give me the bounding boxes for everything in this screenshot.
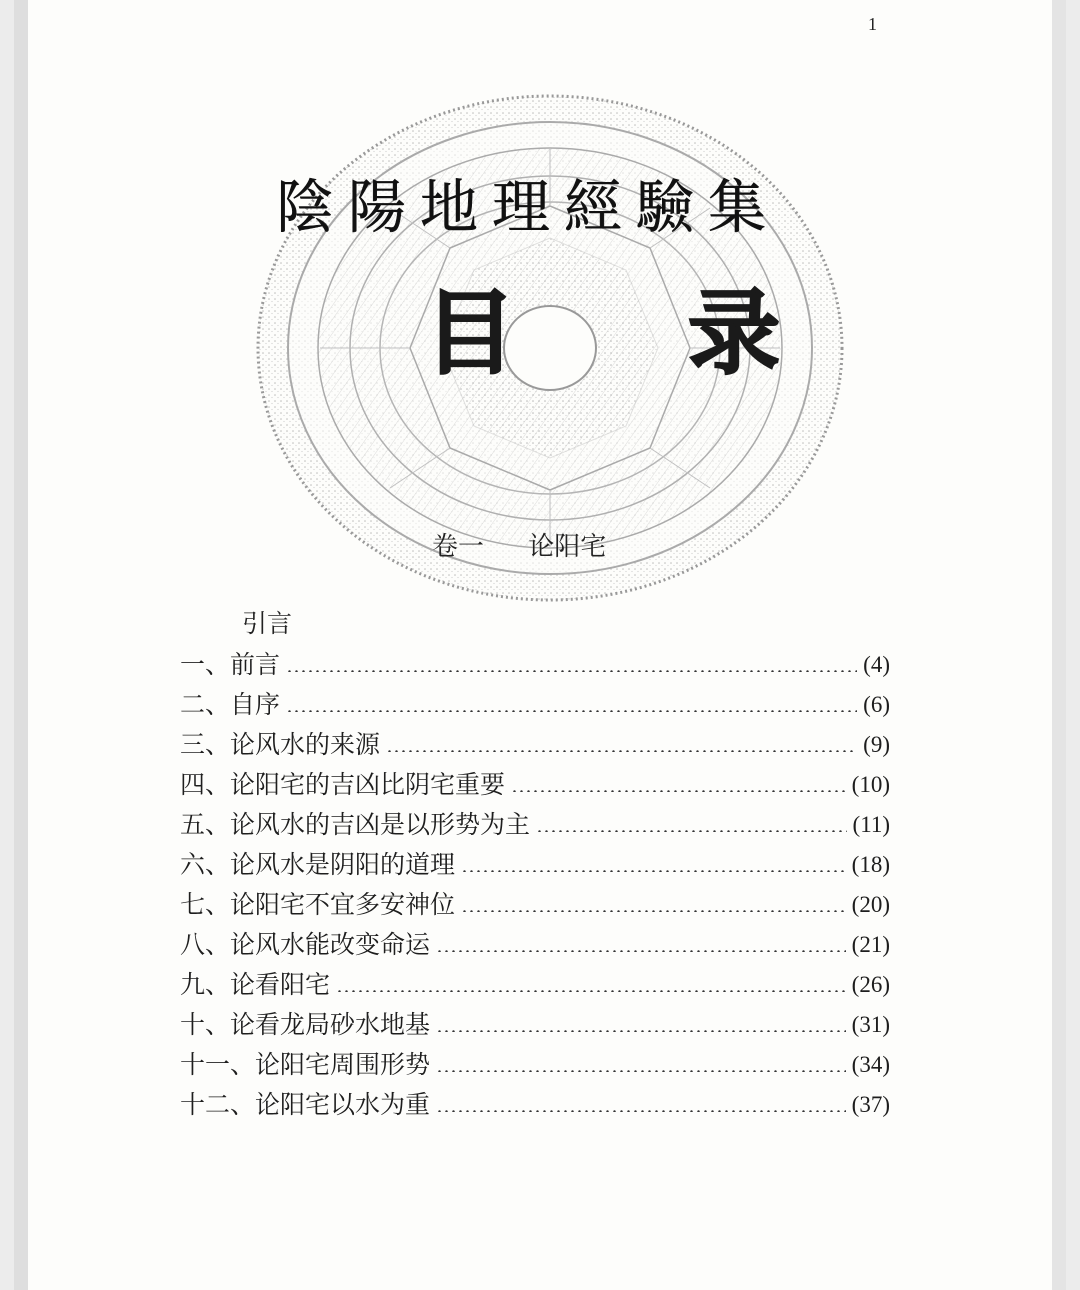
toc-entry[interactable] — [180, 680, 890, 720]
volume-number: 卷一 — [432, 532, 485, 562]
toc-entry-page: (20) — [851, 892, 890, 917]
toc-leader-dots — [436, 1110, 846, 1112]
toc-leader-dots — [436, 1070, 846, 1072]
toc-entry-title: 九、论看阳宅 — [180, 970, 331, 999]
page-number: 1 — [868, 14, 877, 34]
toc-entry[interactable] — [180, 880, 890, 920]
toc-leader-dots — [461, 870, 846, 872]
toc-leader-dots — [386, 750, 857, 752]
toc-entry[interactable] — [180, 840, 890, 880]
document-page — [14, 0, 1066, 1290]
volume-name: 论阳宅 — [528, 532, 607, 562]
toc-entry[interactable] — [180, 960, 890, 1000]
toc-entry-title: 七、论阳宅不宜多安神位 — [180, 890, 456, 919]
toc-entry-title: 十一、论阳宅周围形势 — [180, 1050, 431, 1079]
toc-leader-dots — [286, 710, 857, 712]
toc-entry[interactable] — [180, 1000, 890, 1040]
toc-entry-title: 十二、论阳宅以水为重 — [180, 1090, 431, 1119]
toc-entry-page: (34) — [851, 1052, 890, 1077]
toc-entry-page: (18) — [851, 852, 890, 877]
toc-entry[interactable] — [180, 1040, 890, 1080]
toc-entry-title: 八、论风水能改变命运 — [180, 930, 431, 959]
toc-entry-page: (37) — [851, 1092, 890, 1117]
toc-entry[interactable] — [180, 800, 890, 840]
toc-entry-page: (6) — [863, 692, 890, 717]
scan-right-edge — [1052, 0, 1066, 1290]
toc-entry[interactable] — [180, 640, 890, 680]
toc-entry-title: 五、论风水的吉凶是以形势为主 — [180, 810, 531, 839]
volume-label — [432, 526, 606, 563]
scan-left-edge — [14, 0, 28, 1290]
toc-entry-title: 二、自序 — [180, 690, 281, 719]
toc-entry-title: 十、论看龙局砂水地基 — [180, 1010, 431, 1039]
toc-entry[interactable] — [180, 1080, 890, 1120]
toc-entry-title: 三、论风水的来源 — [180, 730, 381, 759]
toc-entry-page: (26) — [851, 972, 890, 997]
toc-entry-title: 一、前言 — [180, 650, 281, 679]
toc-leader-dots — [536, 830, 847, 832]
toc-leader-dots — [511, 790, 846, 792]
toc-heading: 目 录 — [424, 280, 851, 387]
toc-entry-title: 四、论阳宅的吉凶比阴宅重要 — [180, 770, 506, 799]
toc-entry[interactable] — [180, 920, 890, 960]
book-title: 陰陽地理經驗集 — [276, 173, 781, 241]
toc-intro: 引言 — [242, 609, 293, 638]
toc-entry-page: (4) — [863, 652, 890, 677]
toc-leader-dots — [336, 990, 846, 992]
toc-leader-dots — [436, 950, 846, 952]
toc-entry-page: (9) — [863, 732, 890, 757]
toc-entry-page: (31) — [851, 1012, 890, 1037]
toc-entry-page: (10) — [851, 772, 890, 797]
toc-entry[interactable] — [180, 720, 890, 760]
toc-entry-title: 六、论风水是阴阳的道理 — [180, 850, 456, 879]
toc-entry-page: (21) — [851, 932, 890, 957]
toc-entry[interactable] — [180, 760, 890, 800]
toc-entry-page: (11) — [852, 812, 890, 837]
toc-leader-dots — [461, 910, 846, 912]
toc-leader-dots — [436, 1030, 846, 1032]
toc-leader-dots — [286, 670, 857, 672]
